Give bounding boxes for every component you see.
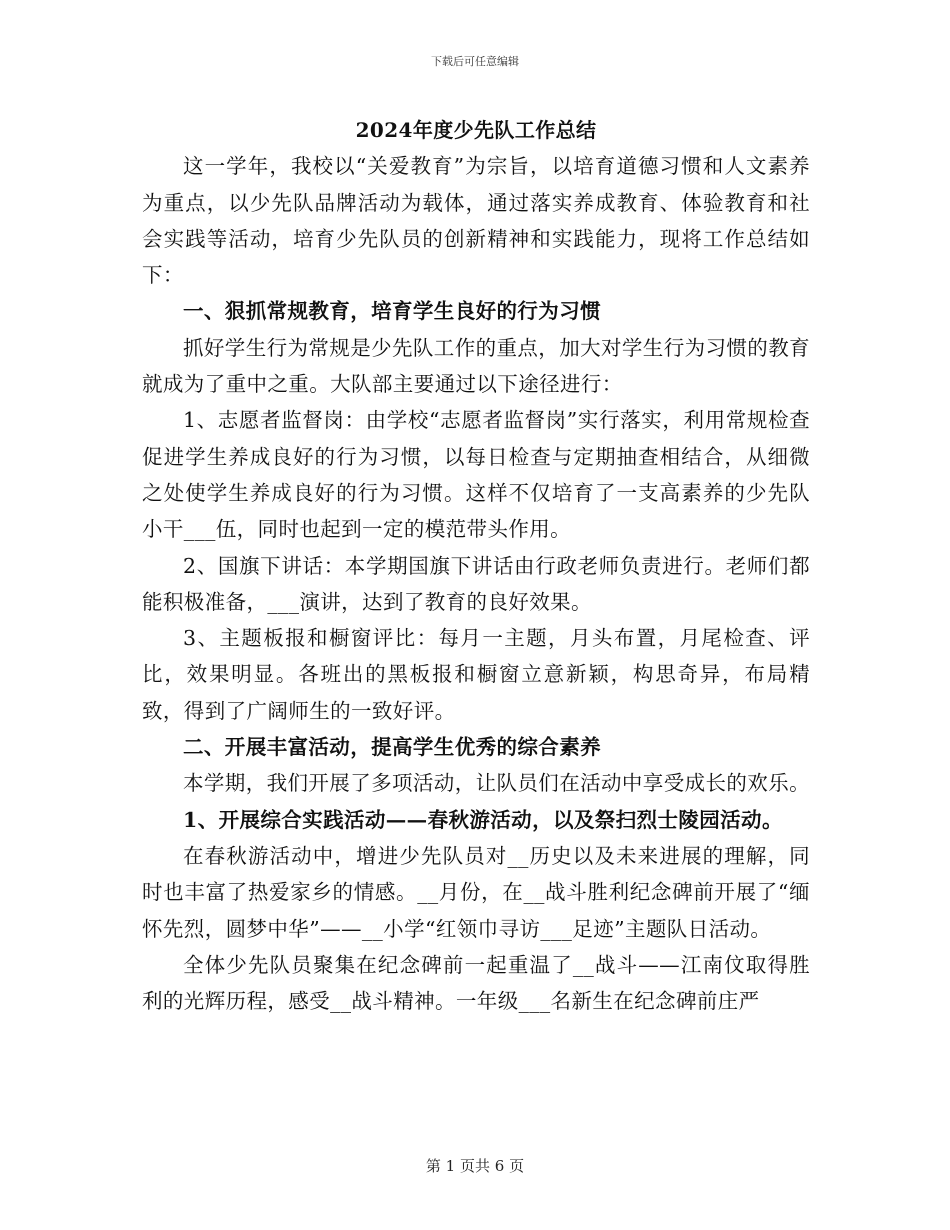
page-header: 下载后可任意编辑 [431,55,519,68]
page-footer: 第 1 页共 6 页 [425,1157,525,1175]
section-heading: 一、狠抓常规教育，培育学生良好的行为习惯 [183,299,601,324]
body-paragraph: 全体少先队员聚集在纪念碑前一起重温了__战斗——江南伩取得胜利的光辉历程，感受__战斗精神。一年级___名新生在纪念碑前庄严 [142,952,810,1014]
document-body [142,112,810,1019]
body-paragraph: 2、国旗下讲话：本学期国旗下讲话由行政老师负责进行。老师们都能积极准备，___演讲，达到了教育的良好效果。 [142,553,810,614]
body-paragraph: 抓好学生行为常规是少先队工作的重点，加大对学生行为习惯的教育就成为了重中之重。大队部主要通过以下途径进行： [142,335,810,397]
section-heading: 二、开展丰富活动，提高学生优秀的综合素养 [183,735,601,760]
body-paragraph: 3、主题板报和橱窗评比：每月一主题，月头布置，月尾检查、评比，效果明显。各班出的黑板报和橱窗立意新颖，构思奇异，布局精致，得到了广阔师生的一致好评。 [142,626,810,723]
body-paragraph: 在春秋游活动中，增进少先队员对__历史以及未来进展的理解，同时也丰富了热爱家乡的情感。__月份，在__战斗胜利纪念碑前开展了“缅怀先烈，圆梦中华”——__小学“红领巾寻访___足迹”主题队日活动。 [142,843,810,941]
document-title: 2024年度少先队工作总结 [355,118,597,142]
section-heading: 1、开展综合实践活动——春秋游活动，以及祭扫烈士陵园活动。 [183,807,783,832]
body-paragraph: 这一学年，我校以“关爱教育”为宗旨，以培育道德习惯和人文素养为重点，以少先队品牌活动为载体，通过落实养成教育、体验教育和社会实践等活动，培育少先队员的创新精神和实践能力，现将工作总结如下： [142,154,810,288]
body-paragraph: 1、志愿者监督岗：由学校“志愿者监督岗”实行落实，利用常规检查促进学生养成良好的行为习惯，以每日检查与定期抽查相结合，从细微之处使学生养成良好的行为习惯。这样不仅培育了一支高素养的少先队小干___伍，同时也起到一定的模范带头作用。 [142,408,810,542]
body-paragraph: 本学期，我们开展了多项活动，让队员们在活动中享受成长的欢乐。 [183,771,810,796]
paragraph-list [142,148,810,1019]
